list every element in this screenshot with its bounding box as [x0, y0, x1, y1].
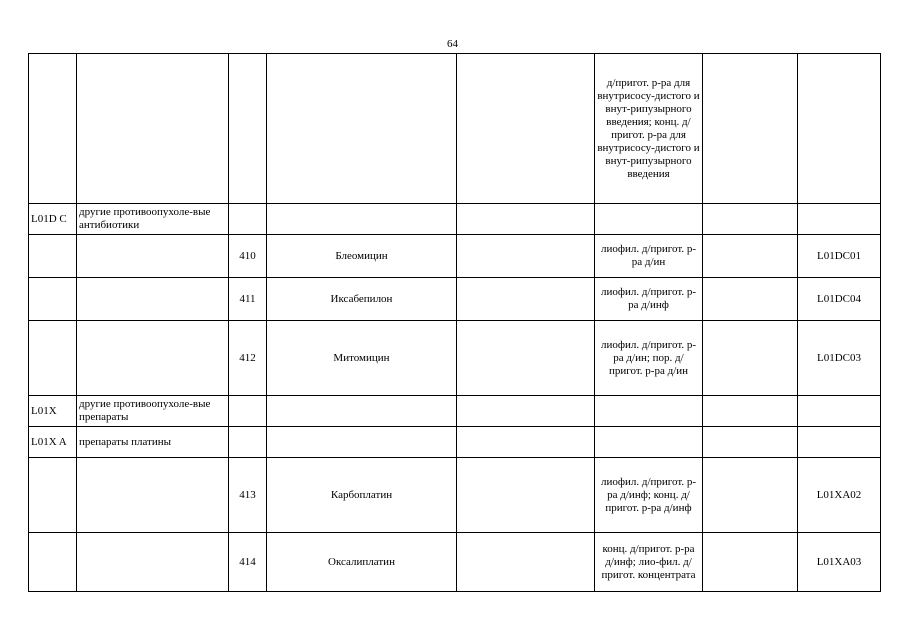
empty-cell: [457, 427, 595, 458]
atc-group-code-cell: L01X A: [29, 427, 77, 458]
table-row: [29, 427, 881, 458]
group-name-cell: [77, 458, 229, 533]
empty-cell: [457, 278, 595, 321]
empty-cell: [457, 396, 595, 427]
drug-name-cell: Митомицин: [267, 321, 457, 396]
atc-code-cell: [798, 427, 881, 458]
dosage-form-cell: конц. д/пригот. р-ра д/инф; лио-фил. д/пригот. концентрата: [595, 533, 703, 592]
dosage-form-cell: [595, 204, 703, 235]
table-row: [29, 278, 881, 321]
empty-cell: [703, 321, 798, 396]
empty-cell: [703, 278, 798, 321]
empty-cell: [703, 533, 798, 592]
drug-name-cell: Иксабепилон: [267, 278, 457, 321]
page-number: 64: [447, 38, 458, 50]
atc-code-cell: L01XA02: [798, 458, 881, 533]
group-name-cell: [77, 235, 229, 278]
group-name-cell: другие противоопухоле-вые препараты: [77, 396, 229, 427]
empty-cell: [703, 396, 798, 427]
empty-cell: [457, 321, 595, 396]
atc-code-cell: L01XA03: [798, 533, 881, 592]
dosage-form-cell: лиофил. д/пригот. р-ра д/инф; конц. д/пригот. р-ра д/инф: [595, 458, 703, 533]
item-number-cell: [229, 54, 267, 204]
dosage-form-cell: [595, 396, 703, 427]
dosage-form-cell: лиофил. д/пригот. р-ра д/инф: [595, 278, 703, 321]
table-row: [29, 396, 881, 427]
item-number-cell: 411: [229, 278, 267, 321]
group-name-cell: [77, 533, 229, 592]
empty-cell: [703, 458, 798, 533]
atc-group-code-cell: [29, 458, 77, 533]
empty-cell: [703, 427, 798, 458]
item-number-cell: 410: [229, 235, 267, 278]
item-number-cell: 413: [229, 458, 267, 533]
group-name-cell: [77, 54, 229, 204]
drug-name-cell: [267, 396, 457, 427]
empty-cell: [457, 533, 595, 592]
atc-group-code-cell: [29, 278, 77, 321]
drug-name-cell: [267, 427, 457, 458]
atc-code-cell: L01DC03: [798, 321, 881, 396]
item-number-cell: [229, 396, 267, 427]
table-row: [29, 204, 881, 235]
dosage-form-cell: лиофил. д/пригот. р-ра д/ин; пор. д/пригот. р-ра д/ин: [595, 321, 703, 396]
item-number-cell: [229, 427, 267, 458]
group-name-cell: другие противоопухоле-вые антибиотики: [77, 204, 229, 235]
atc-code-cell: L01DC01: [798, 235, 881, 278]
atc-code-cell: [798, 54, 881, 204]
atc-code-cell: [798, 396, 881, 427]
group-name-cell: [77, 278, 229, 321]
table-row: [29, 458, 881, 533]
drug-table: [28, 53, 881, 592]
empty-cell: [457, 235, 595, 278]
item-number-cell: 412: [229, 321, 267, 396]
atc-group-code-cell: [29, 54, 77, 204]
drug-name-cell: Блеомицин: [267, 235, 457, 278]
empty-cell: [703, 204, 798, 235]
table-row: [29, 235, 881, 278]
dosage-form-cell: [595, 427, 703, 458]
group-name-cell: [77, 321, 229, 396]
drug-name-cell: [267, 204, 457, 235]
table-row: [29, 533, 881, 592]
table-row: [29, 54, 881, 204]
item-number-cell: [229, 204, 267, 235]
atc-group-code-cell: L01X: [29, 396, 77, 427]
empty-cell: [457, 458, 595, 533]
empty-cell: [457, 54, 595, 204]
empty-cell: [703, 54, 798, 204]
atc-code-cell: [798, 204, 881, 235]
dosage-form-cell: лиофил. д/пригот. р-ра д/ин: [595, 235, 703, 278]
group-name-cell: препараты платины: [77, 427, 229, 458]
drug-name-cell: Оксалиплатин: [267, 533, 457, 592]
atc-group-code-cell: [29, 321, 77, 396]
atc-group-code-cell: [29, 235, 77, 278]
table-row: [29, 321, 881, 396]
atc-code-cell: L01DC04: [798, 278, 881, 321]
atc-group-code-cell: [29, 533, 77, 592]
drug-name-cell: Карбоплатин: [267, 458, 457, 533]
drug-name-cell: [267, 54, 457, 204]
item-number-cell: 414: [229, 533, 267, 592]
dosage-form-cell: д/пригот. р-ра для внутрисосу-дистого и внут-рипузырного введения; конц. д/пригот. р-ра для внутрисосу-дистого и внут-рипузырного введения: [595, 54, 703, 204]
empty-cell: [703, 235, 798, 278]
atc-group-code-cell: L01D С: [29, 204, 77, 235]
empty-cell: [457, 204, 595, 235]
